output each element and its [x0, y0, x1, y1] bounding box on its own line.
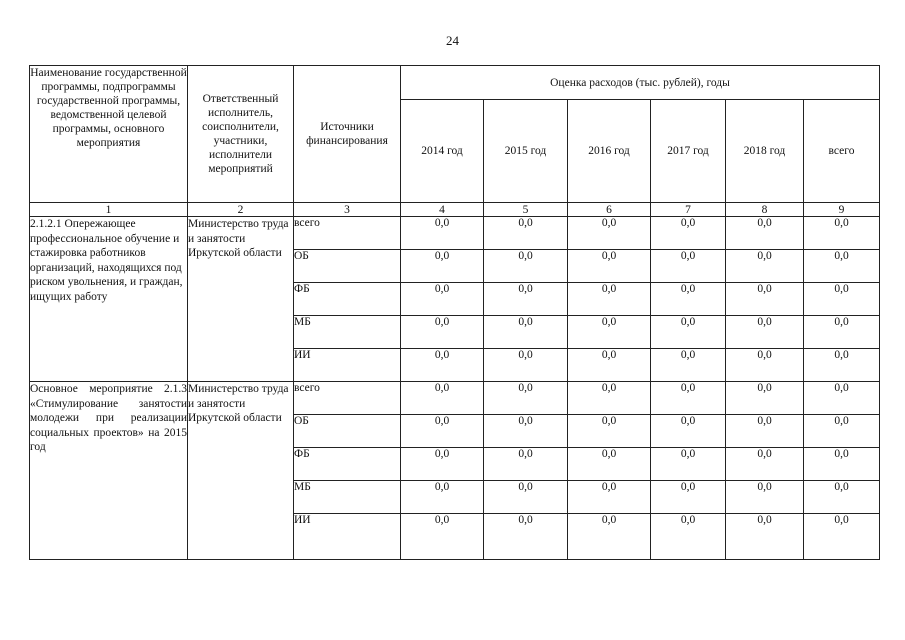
value-cell: 0,0 [804, 481, 880, 514]
program-name-cell: 2.1.2.1 Опережающее профессиональное обучение и стажировка работников организаций, находящихся под риском увольнения, и граждан, ищущих работу [30, 217, 188, 382]
funding-source-cell: ОБ [294, 415, 401, 448]
value-cell: 0,0 [726, 514, 804, 560]
value-cell: 0,0 [484, 283, 568, 316]
value-cell: 0,0 [401, 382, 484, 415]
program-name-cell: Основное мероприятие 2.1.3 «Стимулирование занятости молодежи при реализации социальных проектов» на 2015 год [30, 382, 188, 560]
value-cell: 0,0 [804, 349, 880, 382]
header-program-name: Наименование государственной программы, подпрограммы государственной программы, ведомственной целевой программы, основного мероприятия [30, 66, 188, 203]
funding-source-cell: всего [294, 382, 401, 415]
value-cell: 0,0 [401, 283, 484, 316]
funding-source-cell: ФБ [294, 448, 401, 481]
value-cell: 0,0 [651, 316, 726, 349]
header-cost-estimate: Оценка расходов (тыс. рублей), годы [401, 66, 880, 100]
financing-table [29, 65, 880, 560]
column-number: 7 [651, 203, 726, 217]
header-year-2017: 2017 год [651, 100, 726, 203]
value-cell: 0,0 [484, 481, 568, 514]
value-cell: 0,0 [401, 217, 484, 250]
column-number: 2 [188, 203, 294, 217]
value-cell: 0,0 [804, 448, 880, 481]
value-cell: 0,0 [651, 349, 726, 382]
value-cell: 0,0 [484, 217, 568, 250]
value-cell: 0,0 [726, 217, 804, 250]
value-cell: 0,0 [651, 448, 726, 481]
funding-source-cell: ОБ [294, 250, 401, 283]
value-cell: 0,0 [651, 514, 726, 560]
value-cell: 0,0 [568, 481, 651, 514]
value-cell: 0,0 [726, 349, 804, 382]
value-cell: 0,0 [726, 283, 804, 316]
value-cell: 0,0 [401, 316, 484, 349]
column-number: 9 [804, 203, 880, 217]
page-number: 24 [446, 33, 459, 48]
value-cell: 0,0 [804, 316, 880, 349]
value-cell: 0,0 [568, 448, 651, 481]
header-funding-source: Источники финансирования [294, 66, 401, 203]
value-cell: 0,0 [726, 481, 804, 514]
value-cell: 0,0 [726, 382, 804, 415]
value-cell: 0,0 [804, 415, 880, 448]
value-cell: 0,0 [804, 283, 880, 316]
value-cell: 0,0 [651, 217, 726, 250]
funding-source-cell: всего [294, 217, 401, 250]
header-year-2015: 2015 год [484, 100, 568, 203]
value-cell: 0,0 [568, 415, 651, 448]
value-cell: 0,0 [484, 316, 568, 349]
value-cell: 0,0 [726, 415, 804, 448]
value-cell: 0,0 [484, 514, 568, 560]
funding-source-cell: МБ [294, 481, 401, 514]
value-cell: 0,0 [651, 283, 726, 316]
column-number: 8 [726, 203, 804, 217]
column-number: 6 [568, 203, 651, 217]
value-cell: 0,0 [804, 250, 880, 283]
header-year-2016: 2016 год [568, 100, 651, 203]
value-cell: 0,0 [726, 316, 804, 349]
table-row [30, 382, 880, 415]
funding-source-cell: МБ [294, 316, 401, 349]
value-cell: 0,0 [726, 448, 804, 481]
column-number: 3 [294, 203, 401, 217]
value-cell: 0,0 [484, 250, 568, 283]
header-year-2018: 2018 год [726, 100, 804, 203]
header-executor: Ответственный исполнитель, соисполнители, участники, исполнители мероприятий [188, 66, 294, 203]
column-number-row [30, 203, 880, 217]
value-cell: 0,0 [568, 217, 651, 250]
funding-source-cell: ИИ [294, 349, 401, 382]
value-cell: 0,0 [401, 448, 484, 481]
value-cell: 0,0 [401, 250, 484, 283]
funding-source-cell: ФБ [294, 283, 401, 316]
value-cell: 0,0 [651, 250, 726, 283]
column-number: 1 [30, 203, 188, 217]
value-cell: 0,0 [651, 382, 726, 415]
value-cell: 0,0 [726, 250, 804, 283]
value-cell: 0,0 [484, 415, 568, 448]
header-year-2014: 2014 год [401, 100, 484, 203]
value-cell: 0,0 [568, 283, 651, 316]
value-cell: 0,0 [804, 514, 880, 560]
value-cell: 0,0 [401, 481, 484, 514]
value-cell: 0,0 [401, 514, 484, 560]
value-cell: 0,0 [568, 382, 651, 415]
header-total: всего [804, 100, 880, 203]
value-cell: 0,0 [401, 415, 484, 448]
executor-cell: Министерство труда и занятости Иркутской области [188, 217, 294, 382]
value-cell: 0,0 [484, 349, 568, 382]
value-cell: 0,0 [401, 349, 484, 382]
value-cell: 0,0 [804, 217, 880, 250]
value-cell: 0,0 [484, 448, 568, 481]
executor-cell: Министерство труда и занятости Иркутской области [188, 382, 294, 560]
column-number: 5 [484, 203, 568, 217]
value-cell: 0,0 [651, 481, 726, 514]
value-cell: 0,0 [568, 316, 651, 349]
column-number: 4 [401, 203, 484, 217]
table-row [30, 217, 880, 250]
value-cell: 0,0 [651, 415, 726, 448]
value-cell: 0,0 [568, 514, 651, 560]
value-cell: 0,0 [568, 250, 651, 283]
funding-source-cell: ИИ [294, 514, 401, 560]
value-cell: 0,0 [568, 349, 651, 382]
value-cell: 0,0 [484, 382, 568, 415]
value-cell: 0,0 [804, 382, 880, 415]
